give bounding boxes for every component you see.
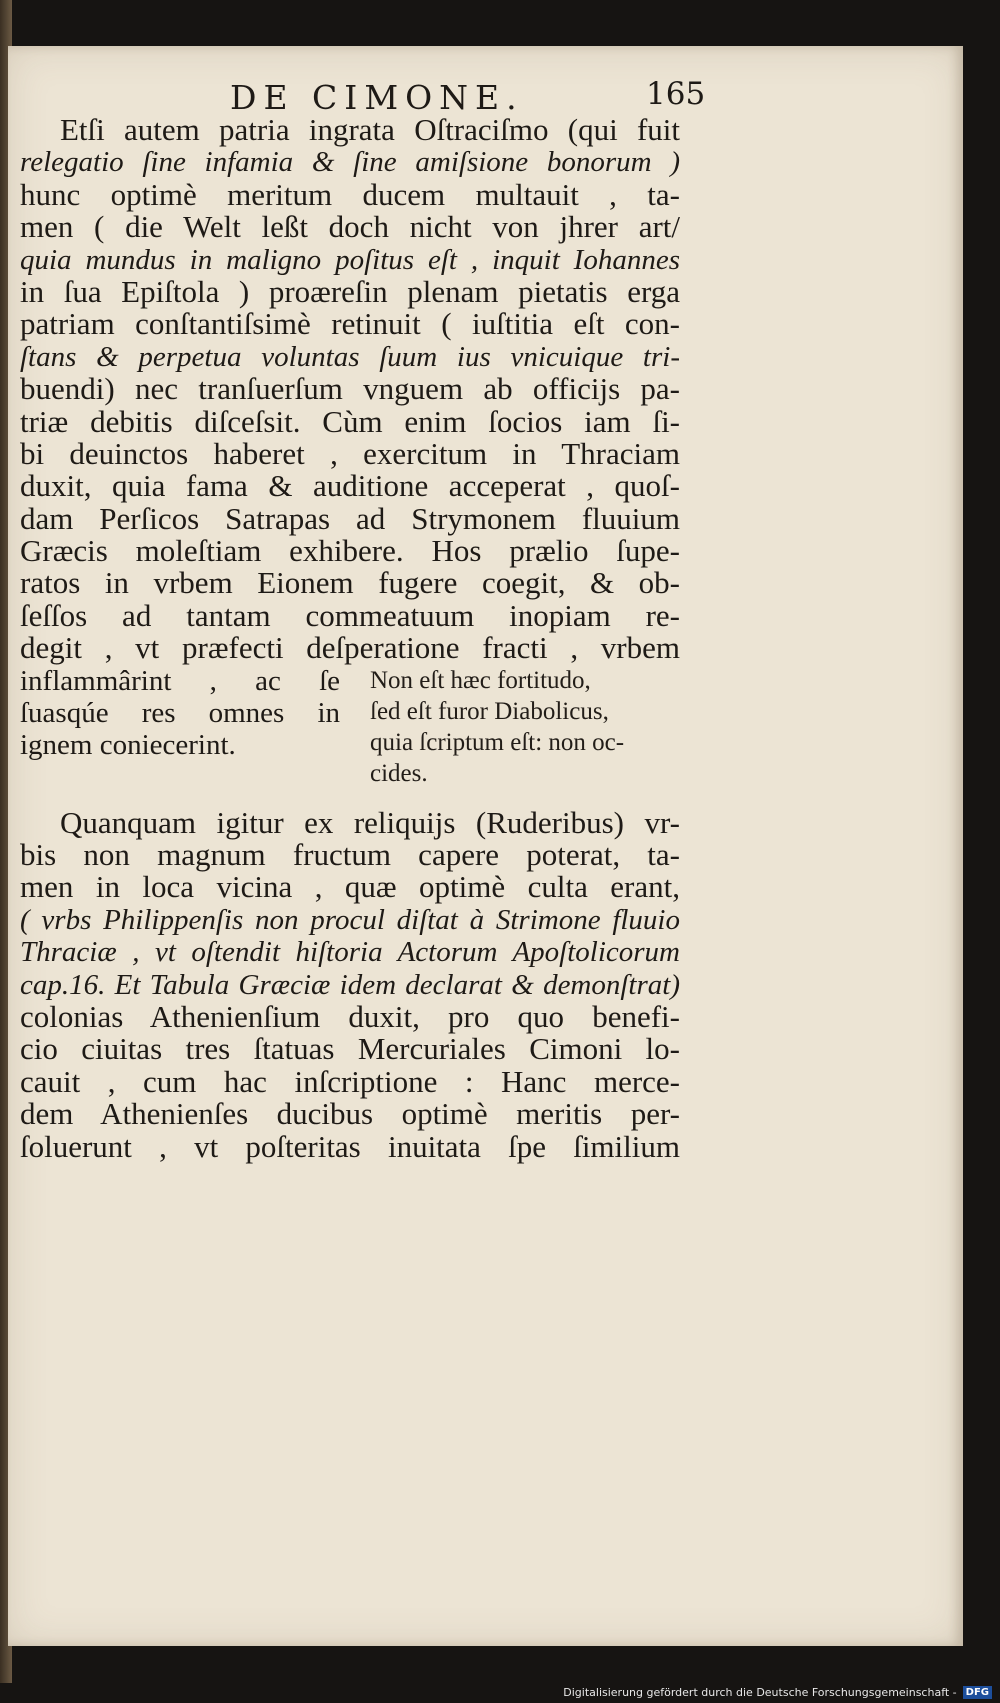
text-line: ſoluerunt , vt poſteritas inuitata ſpe ſimilium [20,1128,680,1164]
text-line: Thraciæ , vt oſtendit hiſtoria Actorum Apoſtolicorum [20,936,680,969]
paragraph-gap [20,789,680,807]
text-line: colonias Athenienſium duxit, pro quo benefi- [20,998,680,1034]
running-head: DE CIMONE. [230,78,524,117]
marginal-note-line: cides. [370,759,428,787]
text-line: cap.16. Et Tabula Græciæ idem declarat & demonſtrat) [20,968,680,1001]
dfg-logo: DFG [963,1686,992,1699]
text-line: ignem coniecerint. [20,729,236,762]
text-line: hunc optimè meritum ducem multauit , ta- [20,176,680,212]
text-line: cauit , cum hac inſcriptione : Hanc merce- [20,1063,680,1099]
text-line: dem Athenienſes ducibus optimè meritis per- [20,1096,680,1132]
marginal-note-line: Non eſt hæc fortitudo, [370,666,591,694]
text-line: ratos in vrbem Eionem fugere coegit, & ob- [20,565,680,601]
text-line: bis non magnum fructum capere poterat, ta- [20,837,680,873]
paragraph-1-tail [20,665,340,762]
page-number: 165 [646,76,706,112]
text-line: patriam conſtantiſsimè retinuit ( iuſtitia eſt con- [20,306,680,342]
marginal-note-line: quia ſcriptum eſt: non oc- [370,728,625,756]
marginal-note-line: ſed eſt furor Diabolicus, [370,697,609,725]
text-line: ( vrbs Philippenſis non procul diſtat à Strimone fluuio [20,903,680,936]
scanned-page [8,46,963,1646]
text-line: quia mundus in maligno poſitus eſt , inquit Iohannes [20,243,680,276]
text-line: duxit, quia fama & auditione acceperat , quoſ- [20,468,680,504]
text-line: in ſua Epiſtola ) proæreſin plenam pietatis erga [20,273,680,309]
funding-footer [563,1686,992,1699]
paragraph-2 [20,804,680,1164]
text-line: triæ debitis diſceſsit. Cùm enim ſocios iam ſi- [20,403,680,439]
text-line: ſuasqúe res omnes in [20,697,340,730]
text-line: ſtans & perpetua voluntas ſuum ius vnicuique tri- [20,340,680,373]
text-line: degit , vt præfecti deſperatione fracti , vrbem [20,630,680,666]
text-line: men ( die Welt leßt doch nicht von jhrer art/ [20,209,680,245]
text-line: Quanquam igitur ex reliquijs (Ruderibus) vr- [60,804,680,840]
text-line: inflammârint , ac ſe [20,664,340,697]
paragraph-1 [20,114,680,665]
text-line: cio ciuitas tres ſtatuas Mercuriales Cimoni lo- [20,1031,680,1067]
text-line: men in loca vicina , quæ optimè culta erant, [20,869,680,905]
text-line: buendi) nec tranſuerſum vnguem ab officijs pa- [20,371,680,407]
text-line: relegatio ſine infamia & ſine amiſsione bonorum ) [20,146,680,179]
text-line: ſeſſos ad tantam commeatuum inopiam re- [20,597,680,633]
text-line: bi deuinctos haberet , exercitum in Thraciam [20,435,680,471]
text-line: Etſi autem patria ingrata Oſtraciſmo (qui fuit [60,112,680,147]
text-line: dam Perſicos Satrapas ad Strymonem fluuium [20,500,680,536]
marginal-note [370,665,670,789]
main-text [20,114,680,1163]
funding-credit: Digitalisierung gefördert durch die Deutsche Forschungsgemeinschaft - [563,1686,957,1699]
split-section [20,665,680,789]
text-line: Græcis moleſtiam exhibere. Hos prælio ſupe- [20,533,680,569]
